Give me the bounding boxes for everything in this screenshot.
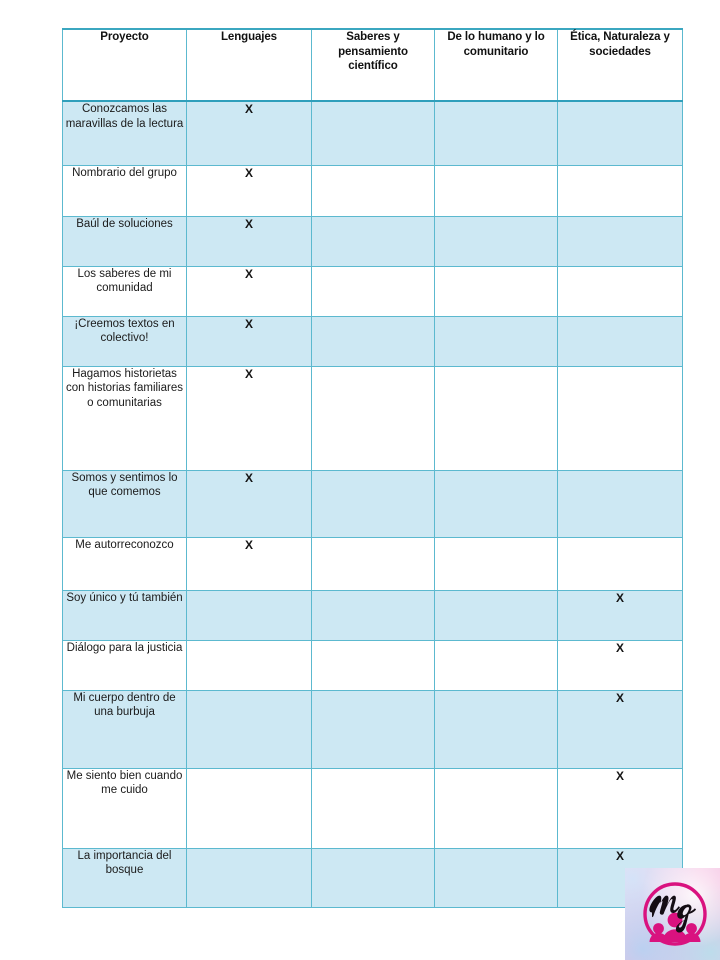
mark-cell-saberes xyxy=(312,537,435,590)
project-name-cell: Hagamos historietas con historias familiares o comunitarias xyxy=(63,366,187,470)
table-header xyxy=(63,29,683,101)
mark-cell-lenguajes: X xyxy=(187,470,312,537)
project-name-cell: Somos y sentimos lo que comemos xyxy=(63,470,187,537)
mark-cell-lenguajes: X xyxy=(187,266,312,316)
mark-cell-saberes xyxy=(312,590,435,640)
mark-cell-lenguajes: X xyxy=(187,165,312,216)
project-name-cell: Me siento bien cuando me cuido xyxy=(63,768,187,848)
mark-cell-saberes xyxy=(312,690,435,768)
mark-cell-lenguajes: X xyxy=(187,316,312,366)
mark-cell-etica xyxy=(558,101,683,165)
mark-cell-humano xyxy=(435,101,558,165)
table-row xyxy=(63,690,683,768)
project-name-cell: Diálogo para la justicia xyxy=(63,640,187,690)
mark-cell-lenguajes: X xyxy=(187,216,312,266)
column-header-humano: De lo humano y lo comunitario xyxy=(435,29,558,101)
column-header-saberes: Saberes y pensamiento científico xyxy=(312,29,435,101)
mark-cell-etica: X xyxy=(558,590,683,640)
project-name-cell: Los saberes de mi comunidad xyxy=(63,266,187,316)
mark-cell-lenguajes: X xyxy=(187,537,312,590)
mark-cell-etica xyxy=(558,470,683,537)
column-header-lenguajes: Lenguajes xyxy=(187,29,312,101)
mark-cell-etica xyxy=(558,266,683,316)
table-row xyxy=(63,590,683,640)
project-subject-matrix-table xyxy=(62,28,683,908)
mark-cell-humano xyxy=(435,165,558,216)
mark-cell-saberes xyxy=(312,101,435,165)
mark-cell-saberes xyxy=(312,316,435,366)
mark-cell-lenguajes xyxy=(187,640,312,690)
mark-cell-etica: X xyxy=(558,768,683,848)
table-row xyxy=(63,537,683,590)
mark-cell-humano xyxy=(435,690,558,768)
mark-cell-etica: X xyxy=(558,690,683,768)
mark-cell-lenguajes xyxy=(187,690,312,768)
project-name-cell: ¡Creemos textos en colectivo! xyxy=(63,316,187,366)
mark-cell-saberes xyxy=(312,470,435,537)
project-name-cell: Nombrario del grupo xyxy=(63,165,187,216)
mark-cell-lenguajes: X xyxy=(187,366,312,470)
mark-cell-humano xyxy=(435,537,558,590)
mark-cell-humano xyxy=(435,216,558,266)
table-header-row xyxy=(63,29,683,101)
project-name-cell: La importancia del bosque xyxy=(63,848,187,907)
mark-cell-lenguajes: X xyxy=(187,101,312,165)
mark-cell-etica xyxy=(558,216,683,266)
project-name-cell: Soy único y tú también xyxy=(63,590,187,640)
mark-cell-etica xyxy=(558,366,683,470)
mark-cell-humano xyxy=(435,316,558,366)
table-row xyxy=(63,848,683,907)
mark-cell-lenguajes xyxy=(187,848,312,907)
project-name-cell: Mi cuerpo dentro de una burbuja xyxy=(63,690,187,768)
mark-cell-saberes xyxy=(312,165,435,216)
mark-cell-saberes xyxy=(312,366,435,470)
table-row xyxy=(63,316,683,366)
mark-cell-etica xyxy=(558,165,683,216)
project-name-cell: Me autorreconozco xyxy=(63,537,187,590)
mark-cell-saberes xyxy=(312,640,435,690)
project-name-cell: Conozcamos las maravillas de la lectura xyxy=(63,101,187,165)
mark-cell-lenguajes xyxy=(187,590,312,640)
table-body xyxy=(63,101,683,907)
table-row xyxy=(63,366,683,470)
mark-cell-saberes xyxy=(312,216,435,266)
mark-cell-humano xyxy=(435,470,558,537)
column-header-etica: Ética, Naturaleza y sociedades xyxy=(558,29,683,101)
table-row xyxy=(63,768,683,848)
mark-cell-humano xyxy=(435,266,558,316)
mark-cell-humano xyxy=(435,640,558,690)
mark-cell-etica xyxy=(558,316,683,366)
column-header-proyecto: Proyecto xyxy=(63,29,187,101)
mark-cell-etica xyxy=(558,537,683,590)
mark-cell-humano xyxy=(435,768,558,848)
table-row xyxy=(63,266,683,316)
table-row xyxy=(63,101,683,165)
project-name-cell: Baúl de soluciones xyxy=(63,216,187,266)
mark-cell-lenguajes xyxy=(187,768,312,848)
mark-cell-etica: X xyxy=(558,848,683,907)
mark-cell-saberes xyxy=(312,848,435,907)
mark-cell-humano xyxy=(435,366,558,470)
table-row xyxy=(63,165,683,216)
table-row xyxy=(63,216,683,266)
mark-cell-humano xyxy=(435,848,558,907)
mark-cell-saberes xyxy=(312,768,435,848)
mark-cell-humano xyxy=(435,590,558,640)
mg-monogram-logo-icon xyxy=(625,868,720,960)
mark-cell-etica: X xyxy=(558,640,683,690)
table-row xyxy=(63,470,683,537)
table-row xyxy=(63,640,683,690)
mark-cell-saberes xyxy=(312,266,435,316)
